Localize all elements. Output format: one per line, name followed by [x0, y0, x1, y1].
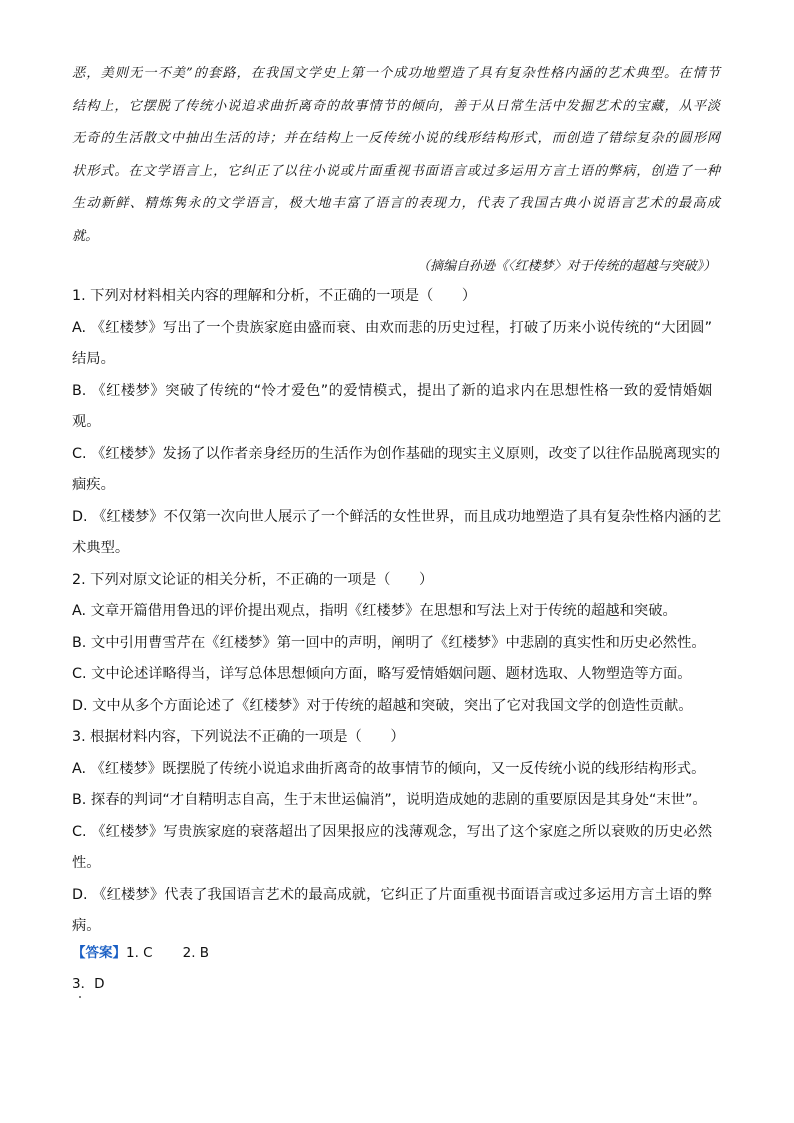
answer-item: 3．D [72, 976, 105, 992]
option-line: B. 探春的判词“才自精明志自高，生于末世运偏消”，说明造成她的悲剧的重要原因是其身处“末世”。 [72, 792, 707, 808]
passage-line: 就。 [72, 228, 99, 244]
passage-line: 状形式。在文学语言上，它纠正了以往小说或片面重视书面语言或过多运用方言土语的弊病，创造了一种 [72, 163, 720, 179]
option-line: A. 《红楼梦》既摆脱了传统小说追求曲折离奇的故事情节的倾向，又一反传统小说的线形结构形式。 [72, 760, 706, 777]
option-line: 观。 [72, 414, 101, 430]
answer-tag: 【答案】 [72, 945, 126, 961]
stray-dot [79, 996, 81, 998]
option-line: B. 文中引用曹雪芹在《红楼梦》第一回中的声明，阐明了《红楼梦》中悲剧的真实性和历史必然性。 [72, 634, 706, 651]
option-line: D. 文中从多个方面论述了《红楼梦》对于传统的超越和突破，突出了它对我国文学的创造性贡献。 [72, 697, 693, 714]
option-line: D. 《红楼梦》不仅第一次向世人展示了一个鲜活的女性世界，而且成功地塑造了具有复杂性格内涵的艺 [72, 508, 722, 525]
option-line: 结局。 [72, 351, 115, 367]
option-line: C. 《红楼梦》发扬了以作者亲身经历的生活作为创作基础的现实主义原则，改变了以往作品脱离现实的 [72, 445, 721, 462]
option-line: 性。 [72, 855, 101, 871]
option-line: C. 文中论述详略得当，详写总体思想倾向方面，略写爱情婚姻问题、题材选取、人物塑造等方面。 [72, 666, 692, 682]
option-line: C. 《红楼梦》写贵族家庭的衰落超出了因果报应的浅薄观念，写出了这个家庭之所以衰败的历史必然 [72, 823, 712, 840]
passage-line: 恶，美则无一不美”的套路，在我国文学史上第一个成功地塑造了具有复杂性格内涵的艺术典型。在情节 [72, 66, 720, 81]
material-passage [72, 64, 720, 259]
option-line: A. 《红楼梦》写出了一个贵族家庭由盛而衰、由欢而悲的历史过程，打破了历来小说传统的“大团圆” [72, 319, 712, 336]
option-line: 术典型。 [72, 540, 130, 556]
question-list [72, 286, 722, 948]
passage-line: 无奇的生活散文中抽出生活的诗；并在结构上一反传统小说的线形结构形式，而创造了错综复杂的圆形网 [72, 131, 720, 146]
option-line: 痼疾。 [72, 477, 115, 493]
question-stem: 3. 根据材料内容，下列说法不正确的一项是（ ） [72, 729, 405, 745]
answer-line [72, 941, 209, 961]
option-line: A. 文章开篇借用鲁迅的评价提出观点，指明《红楼梦》在思想和写法上对于传统的超越和突破。 [72, 603, 677, 619]
source-citation: （摘编自孙逊《〈红楼梦〉对于传统的超越与突破》） [416, 259, 716, 274]
question-stem: 2. 下列对原文论证的相关分析，不正确的一项是（ ） [72, 571, 434, 588]
option-line: D. 《红楼梦》代表了我国语言艺术的最高成就，它纠正了片面重视书面语言或过多运用方言土语的弊 [72, 886, 712, 903]
passage-line: 生动新鲜、精炼隽永的文学语言，极大地丰富了语言的表现力，代表了我国古典小说语言艺术的最高成 [72, 196, 720, 211]
passage-line: 结构上，它摆脱了传统小说追求曲折离奇的故事情节的倾向，善于从日常生活中发掘艺术的宝藏，从平淡 [72, 98, 720, 114]
option-line: B. 《红楼梦》突破了传统的“怜才爱色”的爱情模式，提出了新的追求内在思想性格一致的爱情婚姻 [72, 382, 712, 399]
option-line: 病。 [72, 918, 101, 934]
question-stem: 1. 下列对材料相关内容的理解和分析，不正确的一项是（ ） [72, 288, 477, 304]
answer-item: 1. C [126, 945, 153, 961]
answer-item: 2. B [182, 945, 210, 961]
